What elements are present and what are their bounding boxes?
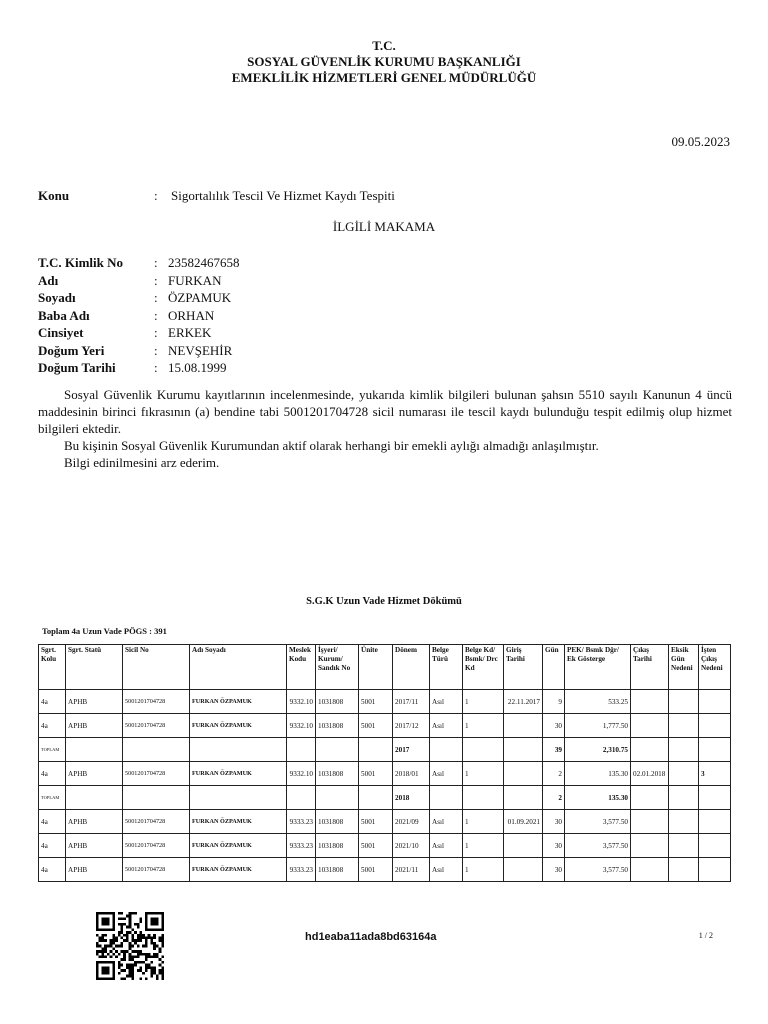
- table-cell: [66, 786, 123, 810]
- identity-value: ERKEK: [168, 325, 212, 340]
- table-cell: 2021/09: [393, 810, 430, 834]
- identity-value: FURKAN: [168, 272, 222, 288]
- column-header: Sicil No: [123, 645, 190, 690]
- table-cell: [669, 690, 699, 714]
- konu-label: Konu: [38, 188, 70, 203]
- column-header: İşten Çıkış Nedeni: [699, 645, 731, 690]
- table-cell: [504, 786, 543, 810]
- table-cell: [669, 762, 699, 786]
- table-cell: 9332.10: [287, 762, 316, 786]
- table-cell: [631, 858, 669, 882]
- table-cell: 30: [543, 834, 565, 858]
- table-cell: [699, 690, 731, 714]
- page-number: 1 / 2: [698, 931, 713, 940]
- header-line-2: SOSYAL GÜVENLİK KURUMU BAŞKANLIĞI: [247, 54, 521, 69]
- table-cell: 5001201704728: [123, 834, 190, 858]
- table-cell: [631, 690, 669, 714]
- table-cell: [463, 786, 504, 810]
- table-cell: [631, 834, 669, 858]
- table-cell: 3,577.50: [565, 834, 631, 858]
- table-cell: 30: [543, 810, 565, 834]
- table-cell: [669, 810, 699, 834]
- addressee: İLGİLİ MAKAMA: [332, 219, 436, 234]
- table-cell: [123, 738, 190, 762]
- table-cell: [123, 786, 190, 810]
- table-cell: APHB: [66, 690, 123, 714]
- table-cell: [504, 834, 543, 858]
- table-cell: [631, 786, 669, 810]
- table-cell: 22.11.2017: [504, 690, 543, 714]
- table-cell: 2: [543, 786, 565, 810]
- table-cell: 3,577.50: [565, 810, 631, 834]
- column-header: Çıkış Tarihi: [631, 645, 669, 690]
- table-cell: [631, 738, 669, 762]
- identity-label: Doğum Yeri: [38, 342, 105, 358]
- table-total-row: [39, 786, 731, 810]
- body-text: [38, 386, 732, 471]
- table-cell: [430, 738, 463, 762]
- identity-label: Adı: [38, 272, 59, 288]
- table-cell: [699, 858, 731, 882]
- identity-separator: :: [154, 342, 158, 358]
- table-cell: [504, 858, 543, 882]
- column-header: Sgrt. Kolu: [39, 645, 66, 690]
- service-table: [38, 644, 731, 882]
- table-cell: [699, 786, 731, 810]
- table-cell: 9332.10: [287, 714, 316, 738]
- identity-label: T.C. Kimlik No: [38, 255, 123, 270]
- document-date: 09.05.2023: [671, 134, 730, 149]
- table-cell: Asıl: [430, 834, 463, 858]
- table-cell: 1: [463, 834, 504, 858]
- table-row: [39, 762, 731, 786]
- table-cell: 4a: [39, 714, 66, 738]
- table-cell: 2017/12: [393, 714, 430, 738]
- column-header: İşyeri/ Kurum/ Sandık No: [316, 645, 359, 690]
- konu-value: Sigortalılık Tescil Ve Hizmet Kaydı Tespiti: [171, 188, 395, 203]
- table-cell: APHB: [66, 858, 123, 882]
- table-cell: 5001: [359, 690, 393, 714]
- table-cell: 1031808: [316, 762, 359, 786]
- table-cell: 4a: [39, 762, 66, 786]
- table-cell: [66, 738, 123, 762]
- table-cell: 1: [463, 858, 504, 882]
- table-cell: Asıl: [430, 762, 463, 786]
- table-cell: 533.25: [565, 690, 631, 714]
- table-row: [39, 810, 731, 834]
- table-cell: [669, 834, 699, 858]
- table-cell: [287, 786, 316, 810]
- table-cell: APHB: [66, 810, 123, 834]
- table-cell: 5001: [359, 810, 393, 834]
- table-cell: [316, 786, 359, 810]
- table-cell: 1: [463, 690, 504, 714]
- table-cell: Asıl: [430, 714, 463, 738]
- table-cell: [430, 786, 463, 810]
- table-cell: 9332.10: [287, 690, 316, 714]
- identity-value: NEVŞEHİR: [168, 342, 233, 358]
- identity-value: ORHAN: [168, 307, 215, 323]
- column-header: Belge Türü: [430, 645, 463, 690]
- table-cell: APHB: [66, 714, 123, 738]
- table-cell: 9333.23: [287, 810, 316, 834]
- table-cell: 5001: [359, 714, 393, 738]
- table-cell: FURKAN ÖZPAMUK: [190, 858, 287, 882]
- table-cell: FURKAN ÖZPAMUK: [190, 834, 287, 858]
- table-cell: [699, 810, 731, 834]
- table-cell: 5001201704728: [123, 690, 190, 714]
- table-cell: [359, 738, 393, 762]
- table-cell: 1031808: [316, 810, 359, 834]
- table-cell: 5001201704728: [123, 714, 190, 738]
- table-cell: APHB: [66, 834, 123, 858]
- table-cell: [463, 738, 504, 762]
- table-cell: 9: [543, 690, 565, 714]
- table-cell: 30: [543, 858, 565, 882]
- table-cell: [631, 714, 669, 738]
- table-cell: 5001201704728: [123, 858, 190, 882]
- identity-separator: :: [154, 255, 158, 270]
- body-paragraph-2: Bu kişinin Sosyal Güvenlik Kurumundan aktif olarak herhangi bir emekli aylığı almadığı anlaşılmıştır.: [64, 438, 599, 453]
- table-cell: [287, 738, 316, 762]
- table-cell: [699, 834, 731, 858]
- table-row: [39, 714, 731, 738]
- table-cell: 01.09.2021: [504, 810, 543, 834]
- identity-separator: :: [154, 307, 158, 323]
- table-cell: 9333.23: [287, 858, 316, 882]
- table-cell: [669, 738, 699, 762]
- pogs-total: Toplam 4a Uzun Vade PÖGS : 391: [42, 626, 167, 636]
- table-cell: FURKAN ÖZPAMUK: [190, 762, 287, 786]
- column-header: Dönem: [393, 645, 430, 690]
- table-cell: 02.01.2018: [631, 762, 669, 786]
- table-cell: 3: [699, 762, 731, 786]
- table-cell: 1031808: [316, 714, 359, 738]
- table-cell: 1031808: [316, 834, 359, 858]
- table-cell: 2021/10: [393, 834, 430, 858]
- table-cell: [504, 762, 543, 786]
- table-row: [39, 858, 731, 882]
- identity-value: 15.08.1999: [168, 360, 227, 375]
- table-cell: 1: [463, 714, 504, 738]
- table-cell: 1: [463, 810, 504, 834]
- table-cell: 2017: [393, 738, 430, 762]
- table-cell: FURKAN ÖZPAMUK: [190, 714, 287, 738]
- header-line-1: T.C.: [372, 38, 396, 53]
- table-cell: Asıl: [430, 690, 463, 714]
- table-cell: 3,577.50: [565, 858, 631, 882]
- table-cell: [359, 786, 393, 810]
- table-cell: 5001: [359, 858, 393, 882]
- identity-separator: :: [154, 360, 158, 375]
- table-cell: 2018: [393, 786, 430, 810]
- identity-label: Cinsiyet: [38, 325, 84, 340]
- identity-separator: :: [154, 290, 158, 305]
- table-cell: 4a: [39, 858, 66, 882]
- table-cell: 1,777.50: [565, 714, 631, 738]
- table-cell: [504, 714, 543, 738]
- column-header: Belge Kd/ Bsmk/ Drc Kd: [463, 645, 504, 690]
- table-cell: Asıl: [430, 858, 463, 882]
- column-header: PEK/ Bsmk Dğr/ Ek Gösterge: [565, 645, 631, 690]
- table-cell: [669, 858, 699, 882]
- table-cell: 30: [543, 714, 565, 738]
- document-header: [0, 38, 768, 86]
- table-cell: 2021/11: [393, 858, 430, 882]
- konu-separator: :: [154, 188, 158, 203]
- table-cell: 4a: [39, 690, 66, 714]
- body-paragraph-1: Sosyal Güvenlik Kurumu kayıtlarının incelenmesinde, yukarıda kimlik bilgileri bulunan şahsın 5510 sayılı Kanunun 4 üncü maddesinin birinci fıkrasının (a) bendine tabi 5001201704728 sicil numarası ile tescil kaydı bulunduğu tespit edilmiş olup hizmet bilgileri ektedir.: [38, 387, 732, 436]
- identity-separator: :: [154, 325, 158, 340]
- table-cell: [631, 810, 669, 834]
- table-cell: 9333.23: [287, 834, 316, 858]
- identity-label: Doğum Tarihi: [38, 360, 116, 375]
- header-line-3: EMEKLİLİK HİZMETLERİ GENEL MÜDÜRLÜĞÜ: [231, 70, 537, 85]
- table-cell: 2017/11: [393, 690, 430, 714]
- table-row: [39, 834, 731, 858]
- column-header: Gün: [543, 645, 565, 690]
- table-cell: [669, 786, 699, 810]
- column-header: Adı Soyadı: [190, 645, 287, 690]
- column-header: Eksik Gün Nedeni: [669, 645, 699, 690]
- table-cell: FURKAN ÖZPAMUK: [190, 810, 287, 834]
- table-cell: 5001201704728: [123, 810, 190, 834]
- table-cell: 1: [463, 762, 504, 786]
- table-title: S.G.K Uzun Vade Hizmet Dökümü: [306, 596, 462, 607]
- table-cell: TOPLAM: [39, 786, 66, 810]
- identity-value: 23582467658: [168, 255, 240, 270]
- table-cell: [699, 714, 731, 738]
- table-cell: FURKAN ÖZPAMUK: [190, 690, 287, 714]
- table-cell: [190, 738, 287, 762]
- table-total-row: [39, 738, 731, 762]
- table-cell: [190, 786, 287, 810]
- column-header: Sgrt. Statü: [66, 645, 123, 690]
- body-paragraph-3: Bilgi edinilmesini arz ederim.: [64, 455, 220, 470]
- table-cell: APHB: [66, 762, 123, 786]
- column-header: Meslek Kodu: [287, 645, 316, 690]
- table-cell: [699, 738, 731, 762]
- qr-code: [96, 912, 164, 980]
- table-cell: 1031808: [316, 690, 359, 714]
- identity-value: ÖZPAMUK: [168, 290, 232, 305]
- identity-separator: :: [154, 272, 158, 288]
- table-cell: Asıl: [430, 810, 463, 834]
- table-cell: 4a: [39, 834, 66, 858]
- table-cell: [669, 714, 699, 738]
- table-cell: 2018/01: [393, 762, 430, 786]
- identity-label: Baba Adı: [38, 307, 90, 323]
- table-cell: 39: [543, 738, 565, 762]
- verification-code: hd1eaba11ada8bd63164a: [305, 931, 437, 943]
- column-header: Giriş Tarihi: [504, 645, 543, 690]
- table-header-row: [39, 645, 731, 690]
- table-row: [39, 690, 731, 714]
- table-cell: 5001201704728: [123, 762, 190, 786]
- table-cell: 1031808: [316, 858, 359, 882]
- table-cell: 2,310.75: [565, 738, 631, 762]
- table-body: [39, 690, 731, 882]
- column-header: Ünite: [359, 645, 393, 690]
- table-cell: [504, 738, 543, 762]
- table-cell: TOPLAM: [39, 738, 66, 762]
- table-cell: [316, 738, 359, 762]
- table-cell: 4a: [39, 810, 66, 834]
- identity-label: Soyadı: [38, 290, 76, 305]
- table-cell: 5001: [359, 762, 393, 786]
- table-cell: 2: [543, 762, 565, 786]
- table-cell: 135.30: [565, 762, 631, 786]
- table-cell: 5001: [359, 834, 393, 858]
- table-cell: 135.30: [565, 786, 631, 810]
